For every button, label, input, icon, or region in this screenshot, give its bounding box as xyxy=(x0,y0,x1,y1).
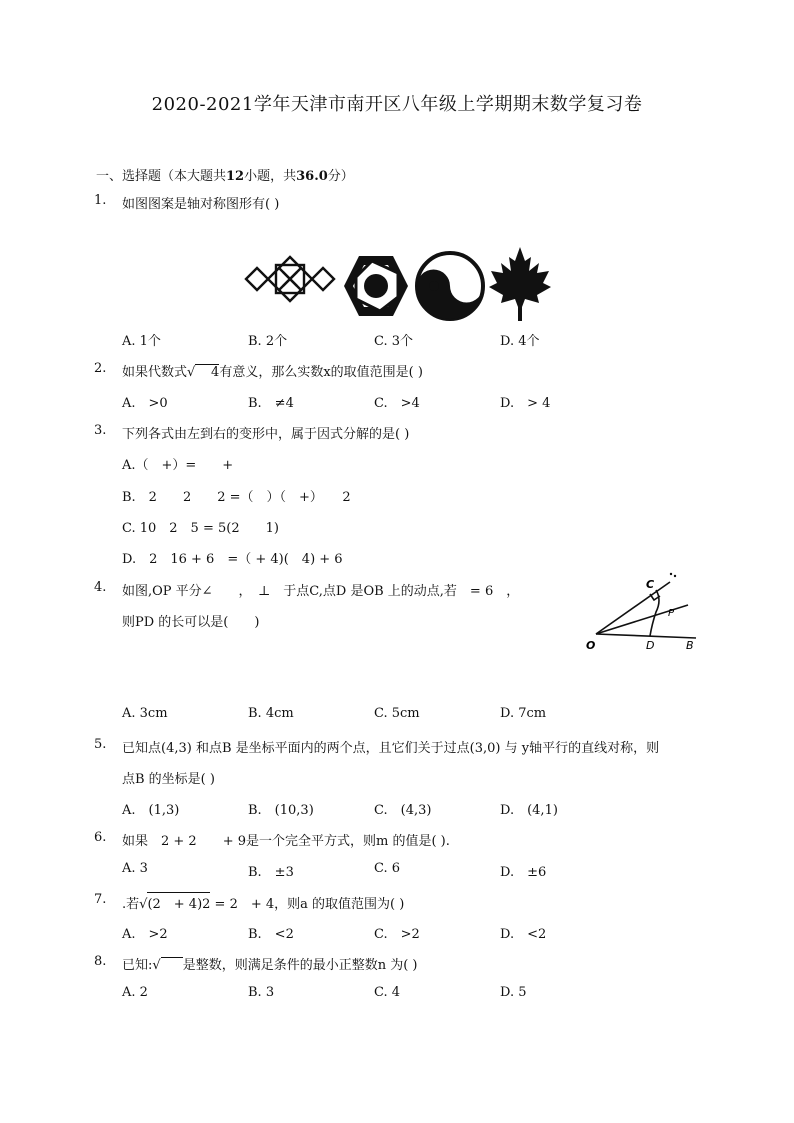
option-b[interactable]: B. (10,3) xyxy=(248,803,314,818)
option-a[interactable]: A.（ +）= + xyxy=(122,458,234,473)
option-c[interactable]: C. >2 xyxy=(374,927,420,942)
section-end: 分） xyxy=(327,169,354,184)
section-count: 12 xyxy=(226,169,245,184)
option-d[interactable]: D. (4,1) xyxy=(500,803,558,818)
option-d[interactable]: D. 4个 xyxy=(500,334,540,349)
option-a[interactable]: A. >0 xyxy=(122,396,168,411)
text-pre: 已知: xyxy=(122,958,153,973)
option-a[interactable]: A. 3cm xyxy=(122,706,168,721)
option-d[interactable]: D. 2 16 + 6 =（ + 4)( 4) + 6 xyxy=(122,552,343,567)
section-score: 36.0 xyxy=(296,169,328,184)
question-text: 如果 2 + 2 + 9是一个完全平方式，则m 的值是( ). xyxy=(122,834,450,849)
question-number: 8. xyxy=(94,954,107,969)
question-text xyxy=(122,954,417,973)
option-a[interactable]: A. 2 xyxy=(122,985,148,1000)
label-o: O xyxy=(586,639,596,652)
option-a[interactable]: A. 1个 xyxy=(122,334,161,349)
text-pre: 如果代数式 xyxy=(122,365,188,380)
option-b[interactable]: B. ≠4 xyxy=(248,396,294,411)
question-text: 如图图案是轴对称图形有( ) xyxy=(122,197,280,212)
question-text-line1: 已知点(4,3) 和点B 是坐标平面内的两个点，且它们关于过点(3,0) 与 y轴平行的直线对称，则 xyxy=(122,741,660,756)
text-post: = 2 + 4，则a 的取值范围为( ) xyxy=(210,897,405,912)
question-number: 7. xyxy=(94,892,107,907)
option-b[interactable]: B. 3 xyxy=(248,985,275,1000)
question-text-line1: 如图,OP 平分∠ ， ⊥ 于点C,点D 是OB 上的动点,若 = 6 ， xyxy=(122,584,520,599)
option-d[interactable]: D. > 4 xyxy=(500,396,551,411)
angle-bisector-figure xyxy=(582,568,702,658)
question-number: 5. xyxy=(94,737,107,752)
radicand: (2 + 4)2 xyxy=(147,892,210,912)
question-text-line2: 则PD 的长可以是( ) xyxy=(122,615,260,630)
option-a[interactable]: A. 3 xyxy=(122,861,148,876)
question-number: 1. xyxy=(94,193,107,208)
label-d: D xyxy=(646,639,655,652)
question-text xyxy=(122,361,423,380)
option-c[interactable]: C. 5cm xyxy=(374,706,420,721)
question-number: 6. xyxy=(94,830,107,845)
question-number: 4. xyxy=(94,580,107,595)
question-text-line2: 点B 的坐标是( ) xyxy=(122,772,215,787)
radicand: 4 xyxy=(195,364,219,380)
label-c: C xyxy=(646,578,655,591)
sqrt-icon: √ xyxy=(187,365,196,380)
option-a[interactable]: A. >2 xyxy=(122,927,168,942)
option-b[interactable]: B. 2 2 2 =（ ）（ +） 2 xyxy=(122,490,351,505)
text-post: 是整数，则满足条件的最小正整数n 为( ) xyxy=(182,958,418,973)
option-d[interactable]: D. 7cm xyxy=(500,706,547,721)
option-c[interactable]: C. 10 2 5 = 5(2 1) xyxy=(122,521,279,536)
section-mid: 小题，共 xyxy=(244,169,297,184)
maple-leaf-figure xyxy=(487,245,553,327)
radicand xyxy=(161,957,183,973)
label-b: B xyxy=(686,639,694,652)
text-pre: .若 xyxy=(122,897,140,912)
option-d[interactable]: D. ±6 xyxy=(500,865,547,880)
question-text xyxy=(122,892,404,912)
question-text: 下列各式由左到右的变形中，属于因式分解的是( ) xyxy=(122,427,410,442)
option-c[interactable]: C. 4 xyxy=(374,985,401,1000)
option-b[interactable]: B. 2个 xyxy=(248,334,288,349)
option-b[interactable]: B. 4cm xyxy=(248,706,294,721)
question-number: 2. xyxy=(94,361,107,376)
question-number: 3. xyxy=(94,423,107,438)
sqrt-icon: √ xyxy=(152,958,161,973)
paper-title: 2020-2021学年天津市南开区八年级上学期期末数学复习卷 xyxy=(151,94,643,115)
option-c[interactable]: C. (4,3) xyxy=(374,803,432,818)
option-a[interactable]: A. (1,3) xyxy=(122,803,180,818)
text-post: 有意义，那么实数x的取值范围是( ) xyxy=(219,365,423,380)
option-c[interactable]: C. >4 xyxy=(374,396,420,411)
option-c[interactable]: C. 3个 xyxy=(374,334,414,349)
option-b[interactable]: B. ±3 xyxy=(248,865,294,880)
yin-yang-figure xyxy=(414,250,486,326)
option-d[interactable]: D. <2 xyxy=(500,927,547,942)
option-c[interactable]: C. 6 xyxy=(374,861,401,876)
section-header xyxy=(96,165,354,184)
sqrt-icon: √ xyxy=(139,897,148,912)
section-label: 一、选择题（本大题共 xyxy=(96,169,227,184)
hexagon-pattern-figure xyxy=(342,253,410,323)
option-b[interactable]: B. <2 xyxy=(248,927,294,942)
option-d[interactable]: D. 5 xyxy=(500,985,527,1000)
knot-pattern-figure xyxy=(243,248,338,314)
label-p: P xyxy=(668,608,675,619)
